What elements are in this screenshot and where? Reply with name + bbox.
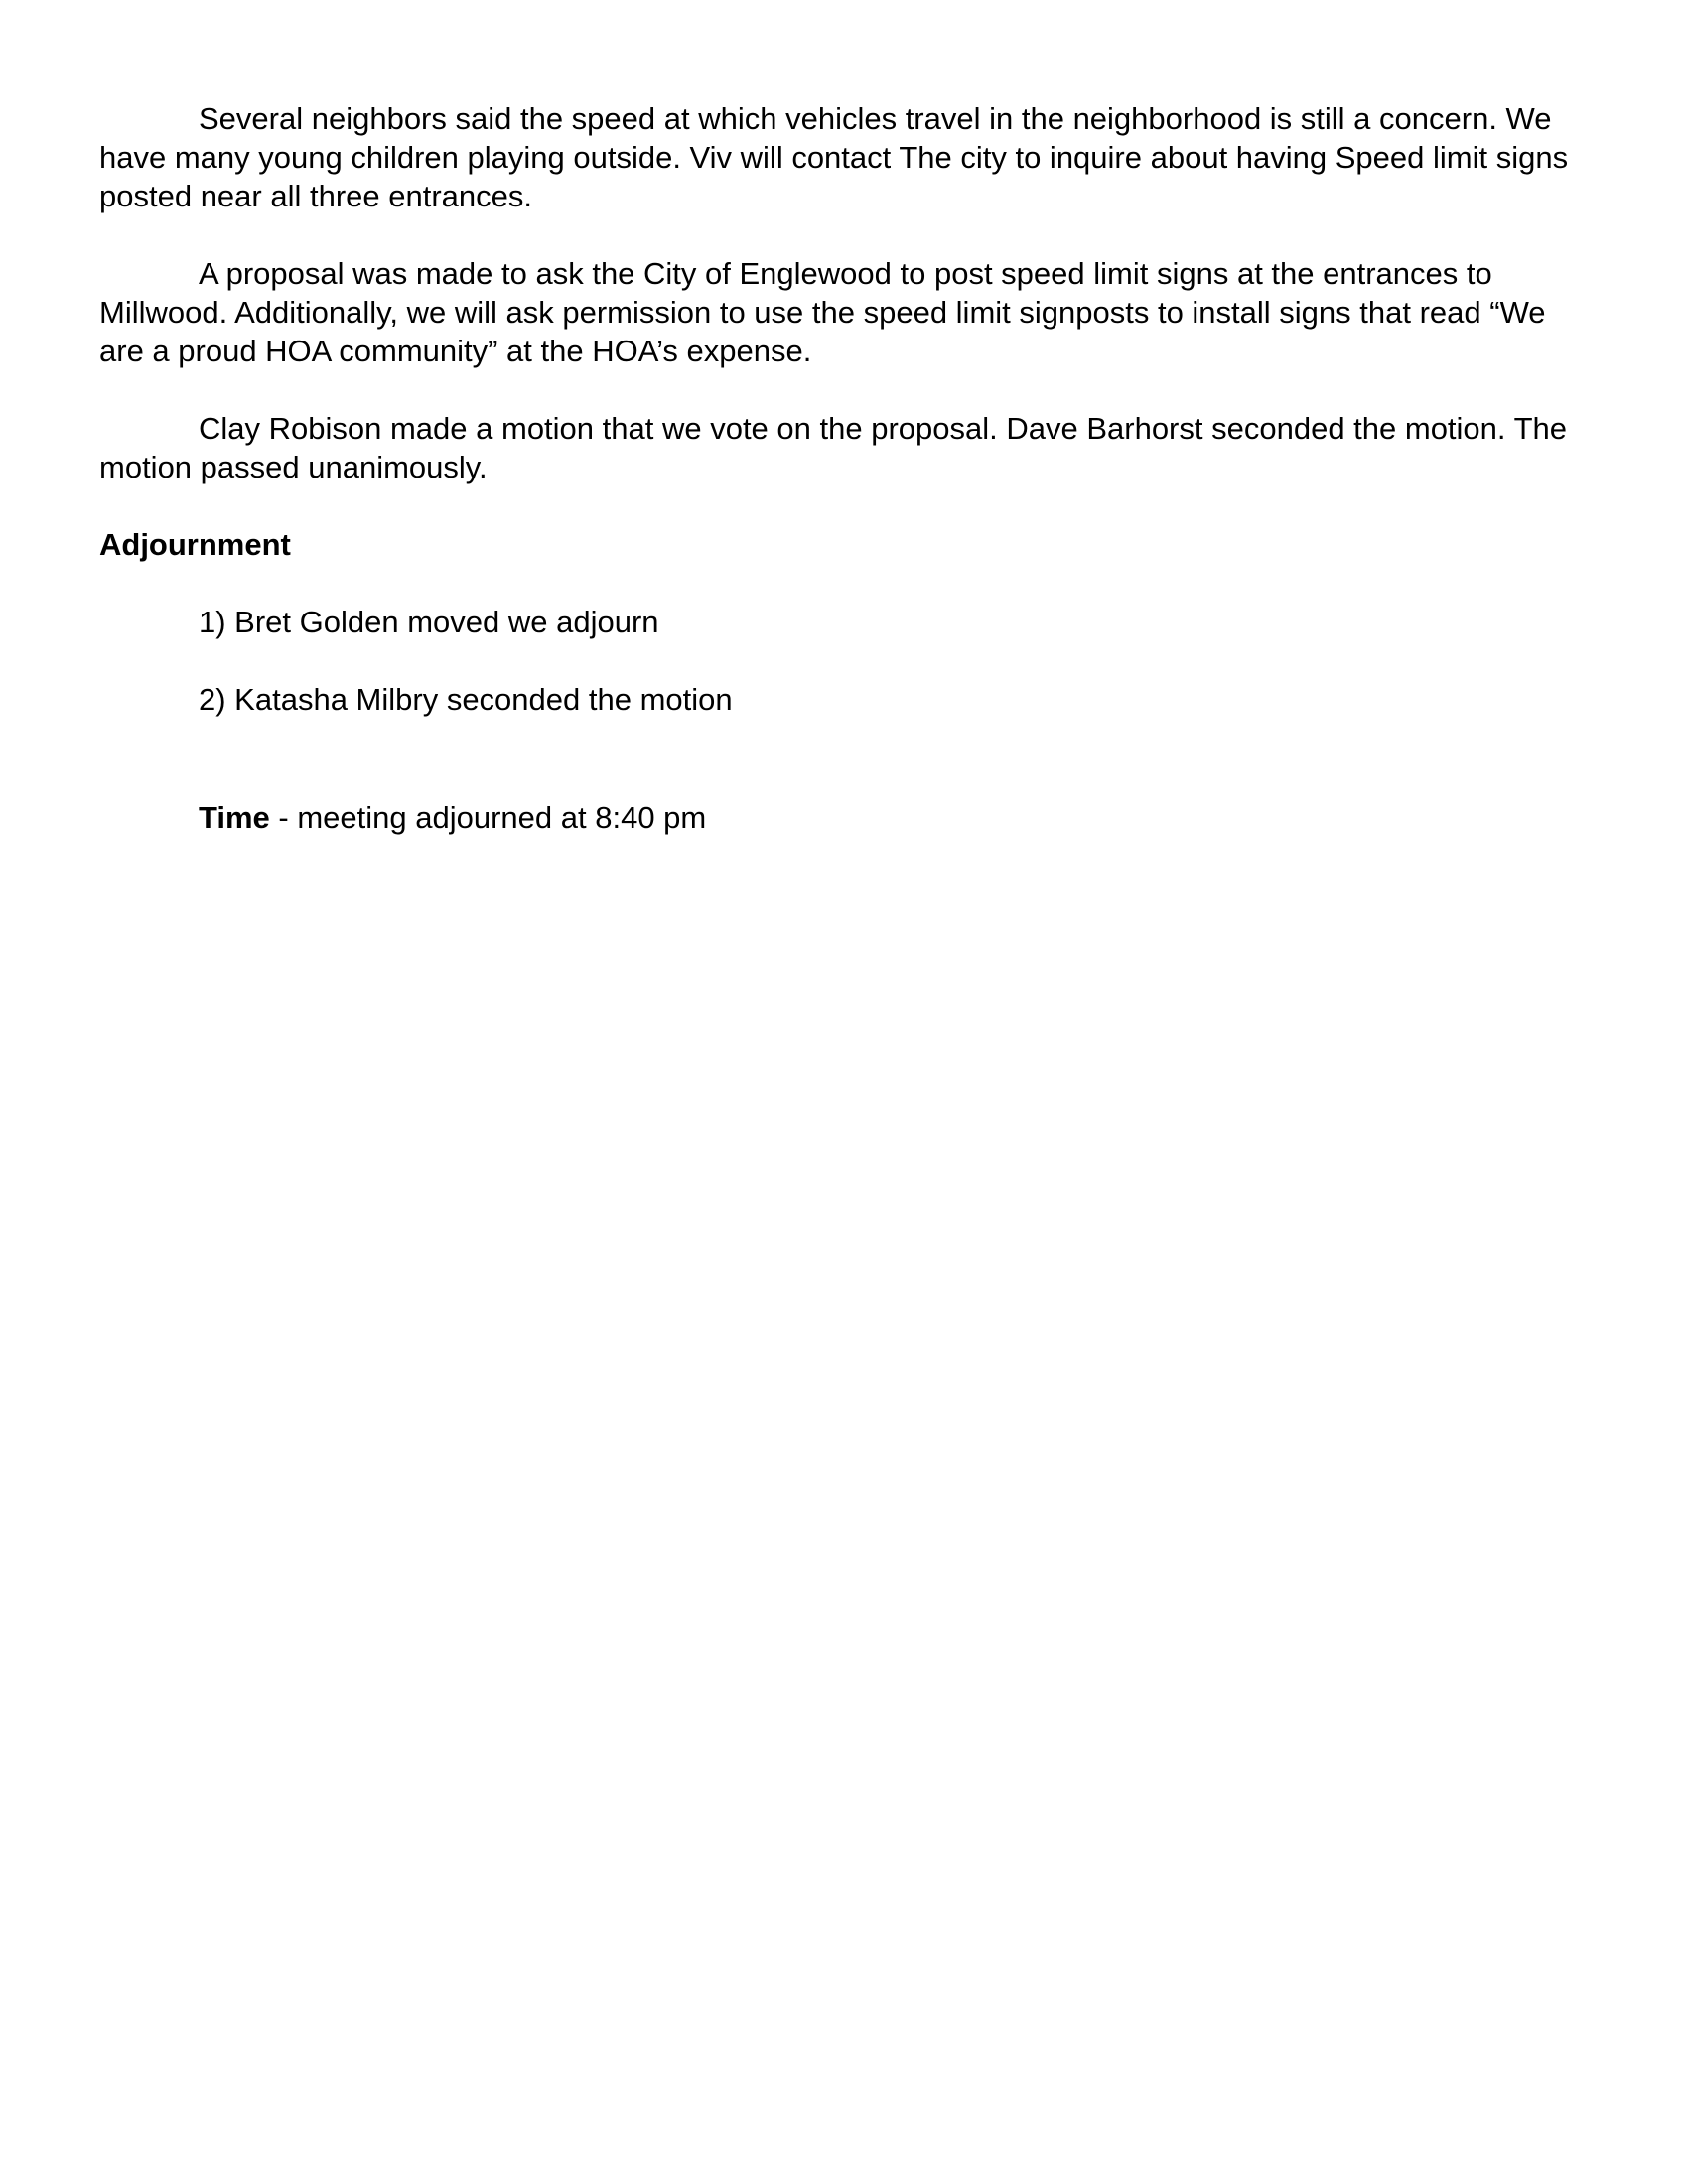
document-body (99, 99, 1589, 837)
adjournment-item-seconded: 2) Katasha Milbry seconded the motion (199, 682, 733, 717)
paragraph-proposal: A proposal was made to ask the City of Englewood to post speed limit signs at the entrances to Millwood. Additionally, we will ask permission to use the speed limit signposts to install signs that read “We are a proud HOA community” at the HOA’s expense. (99, 256, 1546, 368)
paragraph-motion-vote: Clay Robison made a motion that we vote on the proposal. Dave Barhorst seconded the motion. The motion passed unanimously. (99, 411, 1568, 484)
adjournment-heading: Adjournment (99, 527, 291, 562)
adjournment-time (199, 798, 1589, 837)
time-label: Time (199, 800, 270, 835)
time-text: - meeting adjourned at 8:40 pm (269, 800, 707, 835)
paragraph-speed-concern: Several neighbors said the speed at which vehicles travel in the neighborhood is still a concern. We have many young children playing outside. Viv will contact The city to inquire about having Speed limit signs posted near all three entrances. (99, 101, 1569, 213)
adjournment-item-moved: 1) Bret Golden moved we adjourn (199, 605, 659, 639)
